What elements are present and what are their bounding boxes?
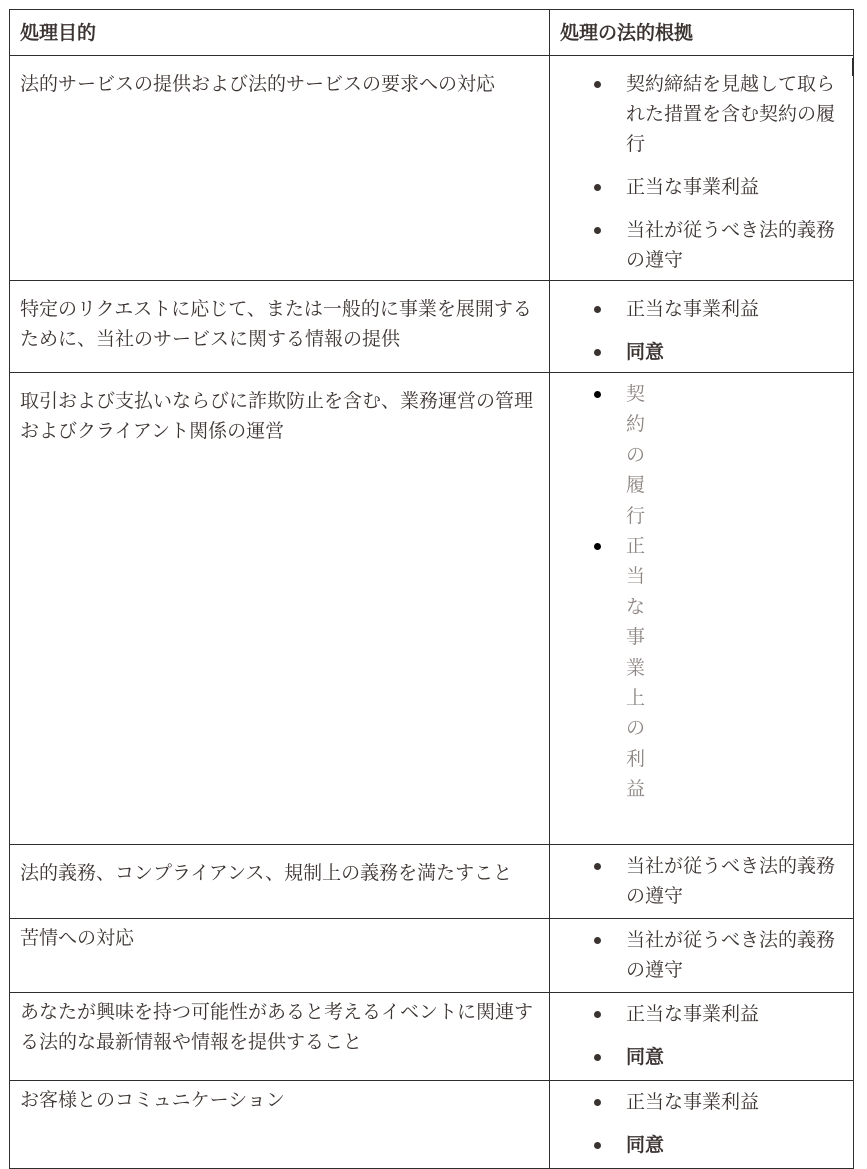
basis-cell [550,919,854,993]
basis-list [550,373,853,805]
basis-item [550,379,853,531]
purpose-cell: 取引および支払いならびに詐欺防止を含む、業務運営の管理およびクライアント関係の運営 [10,373,550,845]
table-row [10,1081,854,1169]
basis-list [550,993,853,1072]
table-header-row [10,10,854,56]
basis-cell [550,56,854,281]
basis-list [550,845,853,911]
basis-list [550,56,853,275]
header-purpose: 処理目的 [10,10,550,56]
table-row [10,845,854,919]
spacer [550,1029,853,1042]
basis-list [550,281,853,367]
spacer [550,159,853,172]
basis-list [550,919,853,985]
purpose-cell: 法的義務、コンプライアンス、規制上の義務を満たすこと [10,845,550,919]
basis-item: 正当な事業利益 [550,1087,853,1117]
purpose-cell: お客様とのコミュニケーション [10,1081,550,1169]
basis-cell [550,373,854,845]
table-row [10,919,854,993]
basis-cell [550,1081,854,1169]
spacer [550,1117,853,1130]
basis-item [550,531,853,805]
spacer [550,202,853,215]
purpose-cell: 法的サービスの提供および法的サービスの要求への対応 [10,56,550,281]
table-row [10,993,854,1081]
basis-item: 同意 [550,1042,853,1072]
purpose-cell: あなたが興味を持つ可能性があると考えるイベントに関連する法的な最新情報や情報を提供すること [10,993,550,1081]
table-row [10,281,854,373]
header-legal-basis: 処理の法的根拠 [550,10,854,56]
table-row [10,56,854,281]
basis-item: 契約締結を見越して取られた措置を含む契約の履行 [550,69,853,159]
basis-item: 正当な事業利益 [550,999,853,1029]
basis-item: 正当な事業利益 [550,172,853,202]
basis-item: 当社が従うべき法的義務の遵守 [550,925,853,985]
basis-list [550,1081,853,1160]
basis-item: 当社が従うべき法的義務の遵守 [550,215,853,275]
basis-cell [550,993,854,1081]
basis-cell [550,281,854,373]
basis-item: 同意 [550,337,853,367]
purpose-cell: 苦情への対応 [10,919,550,993]
basis-cell [550,845,854,919]
basis-item: 当社が従うべき法的義務の遵守 [550,851,853,911]
basis-item-text: 正当な事業上の利益 [626,535,646,801]
spacer [550,324,853,337]
basis-item: 正当な事業利益 [550,294,853,324]
basis-item: 同意 [550,1130,853,1160]
text-cursor [852,58,854,76]
legal-basis-table [9,9,854,1169]
table-row [10,373,854,845]
purpose-cell: 特定のリクエストに応じて、または一般的に事業を展開するために、当社のサービスに関する情報の提供 [10,281,550,373]
basis-item-text: 契約の履行 [626,383,646,527]
